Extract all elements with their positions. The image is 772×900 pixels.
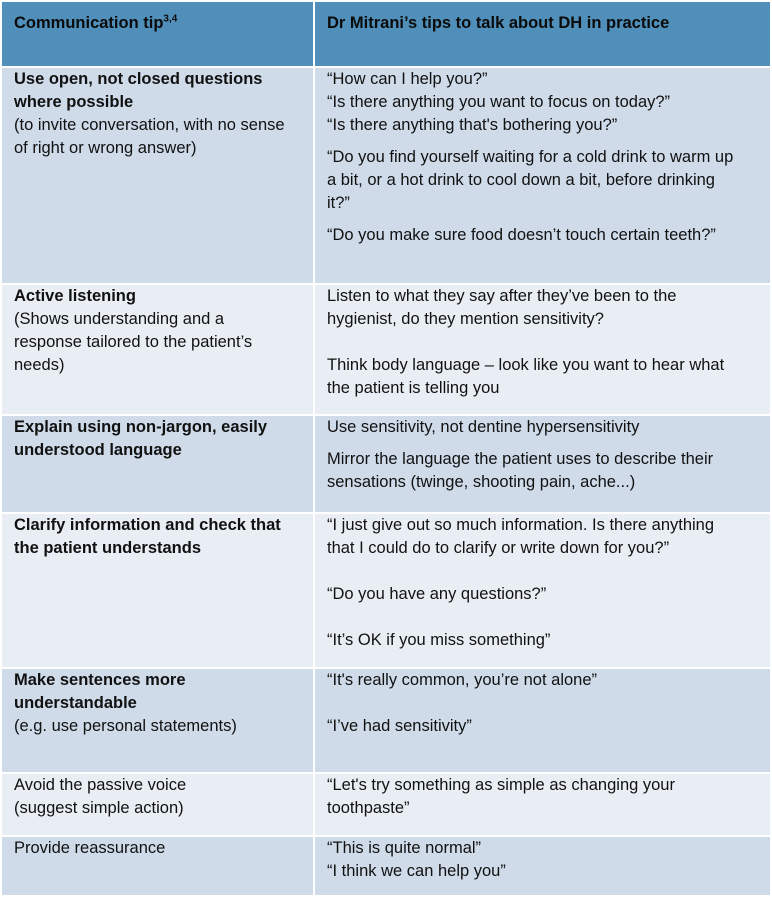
table-row: [1, 284, 771, 415]
example-paragraph: [327, 583, 760, 606]
example-cell: [314, 668, 771, 773]
example-paragraph: [327, 837, 760, 883]
table-row: [1, 67, 771, 284]
tip-detail-line: (suggest simple action): [14, 799, 184, 817]
example-paragraph: [327, 68, 760, 137]
example-cell: [314, 773, 771, 836]
example-line: “I’ve had sensitivity”: [327, 717, 472, 735]
tip-title-line: the patient understands: [14, 539, 202, 557]
example-paragraph: [327, 285, 760, 331]
example-line: Mirror the language the patient uses to describe their: [327, 450, 714, 468]
tip-detail-line: needs): [14, 356, 65, 374]
example-paragraph: [327, 774, 760, 820]
example-paragraph: [327, 146, 760, 215]
example-line: “Is there anything that's bothering you?”: [327, 116, 618, 134]
tip-detail-line: (to invite conversation, with no sense: [14, 116, 285, 134]
example-line: Use sensitivity, not dentine hypersensitivity: [327, 418, 640, 436]
table-row: [1, 668, 771, 773]
tip-cell: [1, 668, 314, 773]
example-line: sensations (twinge, shooting pain, ache...): [327, 473, 636, 491]
tip-cell: [1, 67, 314, 284]
example-line: a bit, or a hot drink to cool down a bit, before drinking: [327, 171, 715, 189]
example-paragraph: [327, 448, 760, 494]
example-cell: [314, 513, 771, 668]
example-paragraph: [327, 715, 760, 738]
tip-detail-line: of right or wrong answer): [14, 139, 197, 157]
tip-cell: [1, 513, 314, 668]
example-line: “Is there anything you want to focus on today?”: [327, 93, 671, 111]
table-row: [1, 836, 771, 896]
example-line: “It’s OK if you miss something”: [327, 631, 551, 649]
table-header-row: [1, 1, 771, 67]
tip-title-line: understood language: [14, 441, 182, 459]
header-col1-superscript: 3,4: [163, 13, 178, 25]
example-line: the patient is telling you: [327, 379, 500, 397]
tip-cell: [1, 415, 314, 513]
header-col2-label: Dr Mitrani’s tips to talk about DH in practice: [327, 14, 670, 32]
example-paragraph: [327, 416, 760, 439]
example-paragraph: [327, 354, 760, 400]
example-paragraph: [327, 224, 760, 247]
tip-title-line: understandable: [14, 694, 137, 712]
tip-detail-line: (e.g. use personal statements): [14, 717, 237, 735]
tip-detail-line: (Shows understanding and a: [14, 310, 225, 328]
example-line: “I just give out so much information. Is there anything: [327, 516, 715, 534]
example-paragraph: [327, 669, 760, 692]
example-line: “Do you find yourself waiting for a cold drink to warm up: [327, 148, 734, 166]
example-line: “Do you have any questions?”: [327, 585, 547, 603]
example-line: “How can I help you?”: [327, 70, 488, 88]
table-row: [1, 415, 771, 513]
example-line: toothpaste”: [327, 799, 410, 817]
example-cell: [314, 284, 771, 415]
header-communication-tip: [1, 1, 314, 67]
tip-detail-line: response tailored to the patient’s: [14, 333, 253, 351]
example-cell: [314, 836, 771, 896]
tip-title-line: Use open, not closed questions: [14, 70, 263, 88]
tip-title-line: where possible: [14, 93, 134, 111]
example-line: “Do you make sure food doesn’t touch certain teeth?”: [327, 226, 716, 244]
tip-cell: [1, 836, 314, 896]
tip-title-line: Explain using non-jargon, easily: [14, 418, 268, 436]
example-paragraph: [327, 514, 760, 560]
table-row: [1, 513, 771, 668]
tip-title-line: Active listening: [14, 287, 136, 305]
example-cell: [314, 67, 771, 284]
tip-title-line: Clarify information and check that: [14, 516, 281, 534]
tip-cell: [1, 773, 314, 836]
example-cell: [314, 415, 771, 513]
example-line: “This is quite normal”: [327, 839, 482, 857]
example-line: it?”: [327, 194, 350, 212]
tip-detail-line: Provide reassurance: [14, 839, 166, 857]
example-line: that I could do to clarify or write down for you?”: [327, 539, 670, 557]
example-paragraph: [327, 629, 760, 652]
header-dr-mitrani-tips: [314, 1, 771, 67]
tip-cell: [1, 284, 314, 415]
example-line: hygienist, do they mention sensitivity?: [327, 310, 604, 328]
tip-title-line: Make sentences more: [14, 671, 186, 689]
example-line: “I think we can help you”: [327, 862, 506, 880]
tip-detail-line: Avoid the passive voice: [14, 776, 187, 794]
example-line: Listen to what they say after they’ve been to the: [327, 287, 677, 305]
table-row: [1, 773, 771, 836]
header-col1-label: Communication tip: [14, 14, 164, 32]
example-line: “It's really common, you’re not alone”: [327, 671, 598, 689]
example-line: “Let's try something as simple as changing your: [327, 776, 675, 794]
example-line: Think body language – look like you want to hear what: [327, 356, 725, 374]
